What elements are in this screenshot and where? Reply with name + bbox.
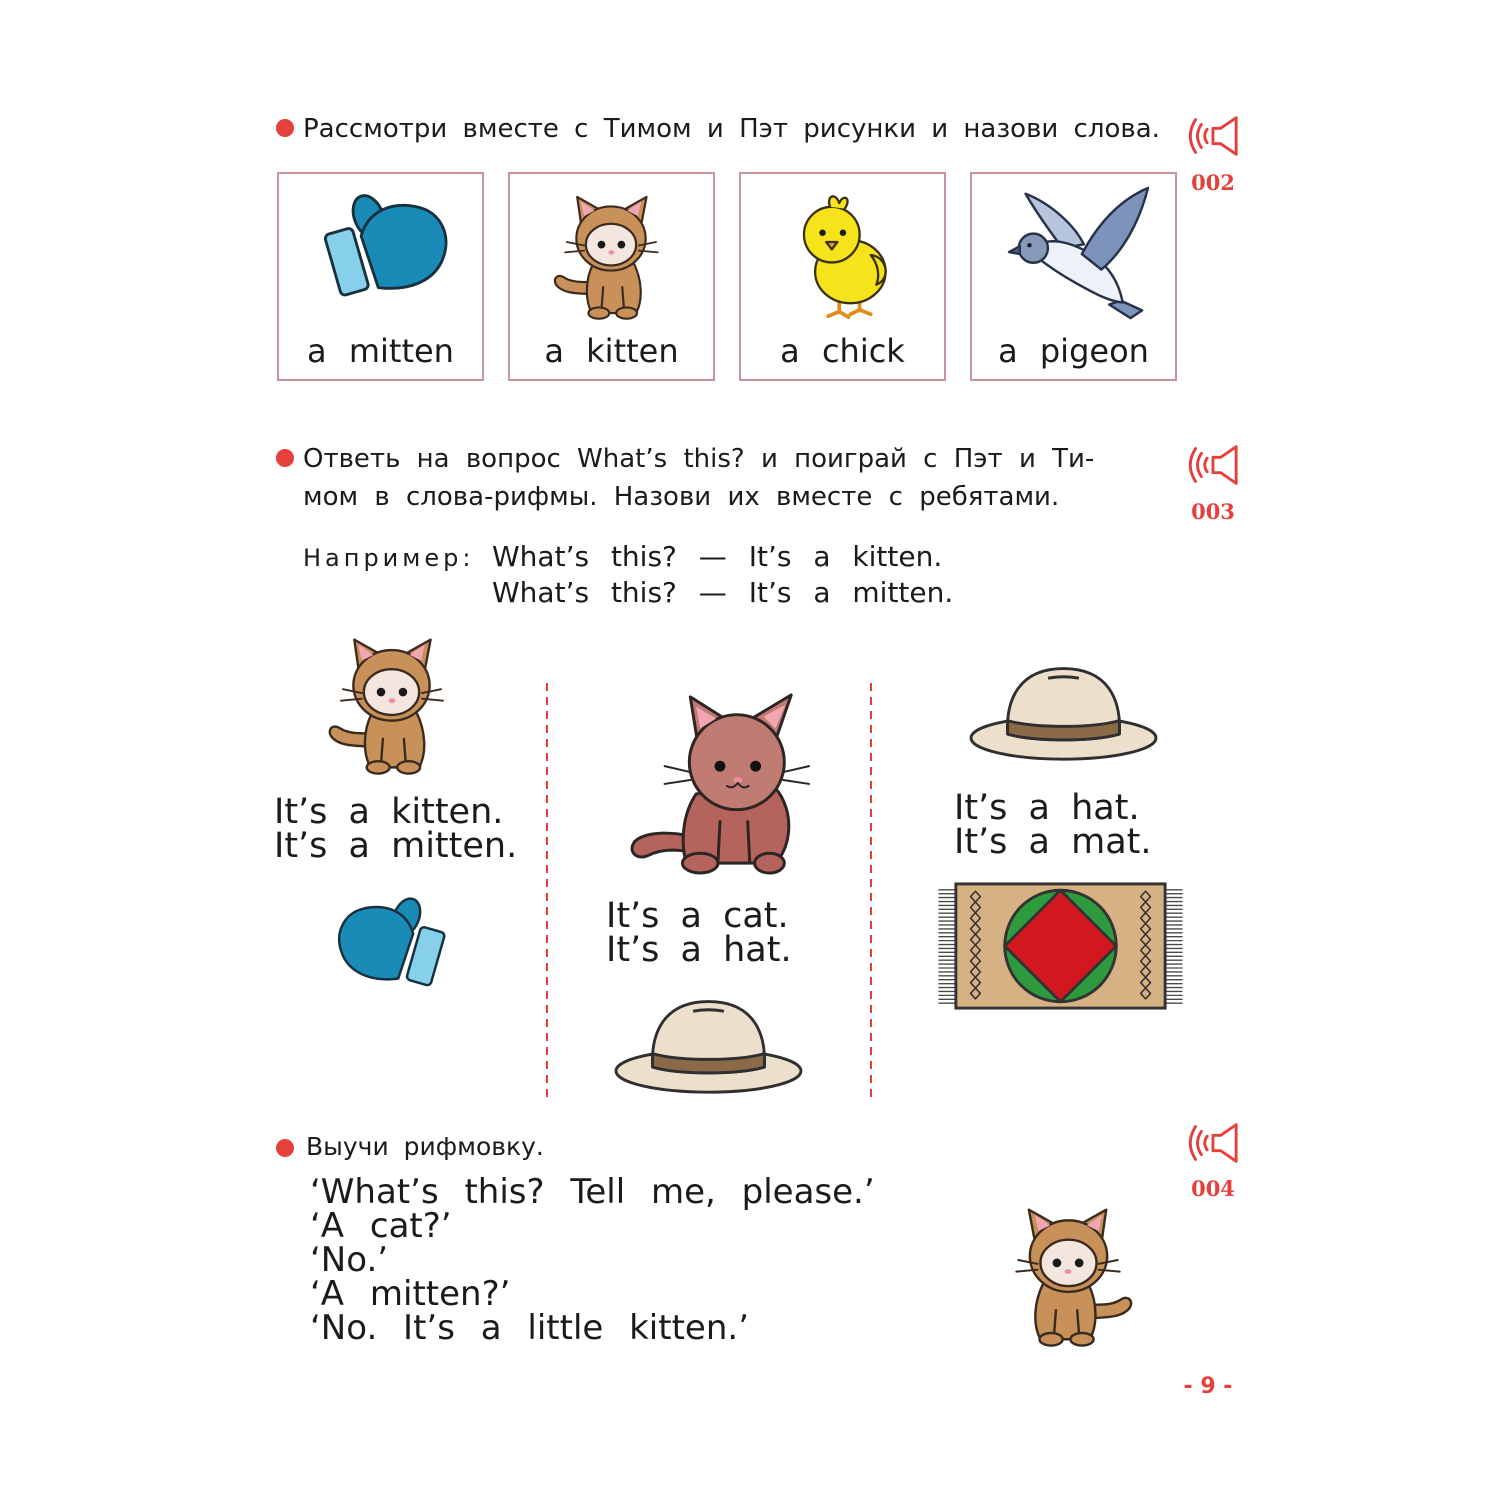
task2-audio-button[interactable] <box>1183 442 1241 488</box>
speaker-icon <box>1183 442 1241 488</box>
task1-bullet <box>276 119 294 137</box>
rhyme-pair-line: It’s a kitten. <box>274 792 504 832</box>
example-label: Например: <box>303 544 475 572</box>
rhyme-poem <box>310 1172 875 1348</box>
task3-audio-button[interactable] <box>1183 1120 1241 1166</box>
mitten-icon <box>319 188 453 303</box>
page-number: - 9 - <box>1183 1374 1233 1399</box>
mitten-icon <box>333 892 450 992</box>
task2-instruction-line1: Ответь на вопрос What’s this? и поиграй с Пэт и Ти- <box>303 444 1095 474</box>
task2-bullet <box>276 449 294 467</box>
task1-audio-button[interactable] <box>1183 113 1241 159</box>
poem-line: ‘No. It’s a little kitten.’ <box>310 1308 749 1348</box>
example-line: What’s this? — It’s a kitten. <box>492 540 943 573</box>
cat-icon <box>625 683 813 876</box>
card-label: a kitten <box>544 332 679 370</box>
hat-icon <box>967 657 1160 763</box>
example-line: What’s this? — It’s a mitten. <box>492 576 954 609</box>
rhyme-pair-line: It’s a mat. <box>954 822 1152 862</box>
poem-line: ‘A mitten?’ <box>310 1274 511 1314</box>
task3-audio-track: 004 <box>1191 1176 1235 1201</box>
dashed-divider <box>870 683 872 1103</box>
card-label: a chick <box>780 332 905 370</box>
task2-audio-track: 003 <box>1191 499 1235 524</box>
rhyme-pair-line: It’s a hat. <box>954 788 1140 828</box>
speaker-icon <box>1183 1120 1241 1166</box>
dashed-divider <box>546 683 548 1103</box>
rhyme-pair-cat-hat <box>606 896 792 970</box>
kitten-icon <box>320 632 463 775</box>
pigeon-icon <box>1006 186 1152 322</box>
rug-icon <box>938 880 1183 1012</box>
task3-instruction: Выучи рифмовку. <box>306 1132 544 1161</box>
picture-card-pigeon <box>970 172 1177 381</box>
task3-bullet <box>276 1139 294 1157</box>
chick-icon <box>791 190 893 320</box>
task2-instruction-line2: мом в слова-рифмы. Назови их вместе с ребятами. <box>303 482 1060 512</box>
rhyme-pair-line: It’s a cat. <box>606 896 789 936</box>
speaker-icon <box>1183 113 1241 159</box>
rhyme-pair-kitten-mitten <box>274 792 518 866</box>
kitten-icon <box>546 190 676 320</box>
picture-card-chick <box>739 172 946 381</box>
kitten-icon <box>996 1202 1141 1347</box>
poem-line: ‘No.’ <box>310 1240 389 1280</box>
rhyme-pair-line: It’s a mitten. <box>274 826 518 866</box>
picture-card-kitten <box>508 172 715 381</box>
picture-card-mitten <box>277 172 484 381</box>
task1-instruction: Рассмотри вместе с Тимом и Пэт рисунки и назови слова. <box>303 114 1160 144</box>
rhyme-pair-line: It’s a hat. <box>606 930 792 970</box>
poem-line: ‘A cat?’ <box>310 1206 452 1246</box>
card-label: a mitten <box>307 332 454 370</box>
poem-line: ‘What’s this? Tell me, please.’ <box>310 1172 875 1212</box>
card-label: a pigeon <box>998 332 1149 370</box>
rhyme-pair-hat-mat <box>954 788 1152 862</box>
task1-audio-track: 002 <box>1191 170 1235 195</box>
hat-icon <box>612 990 805 1096</box>
